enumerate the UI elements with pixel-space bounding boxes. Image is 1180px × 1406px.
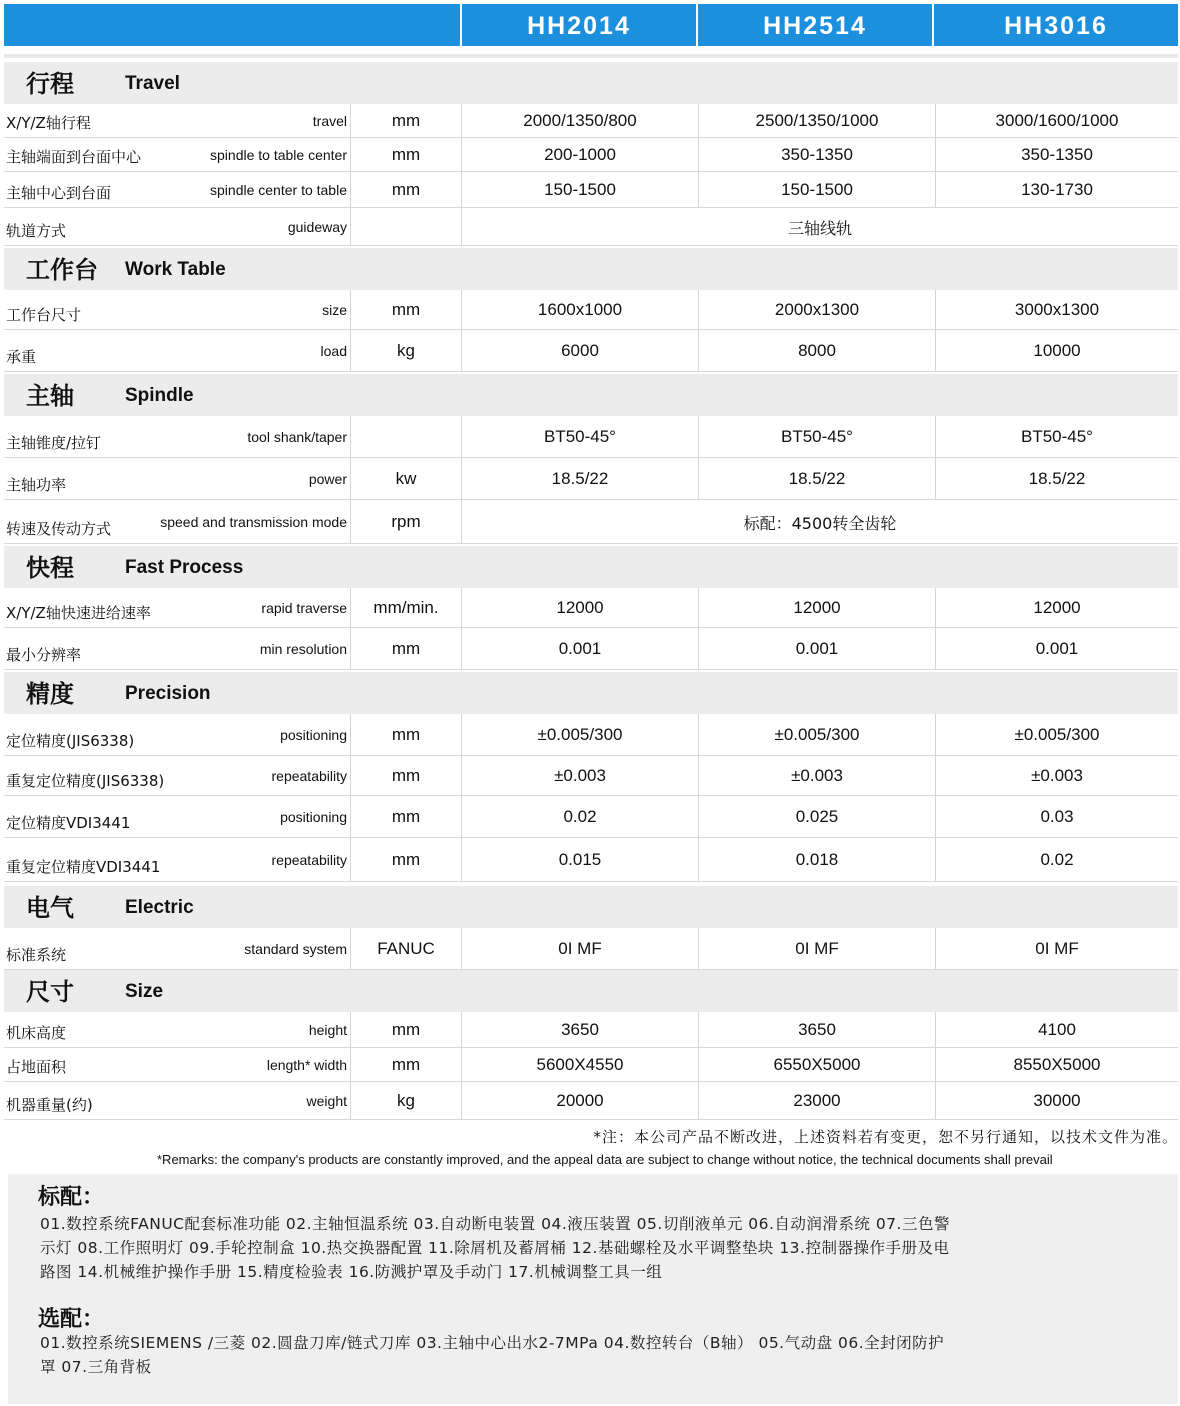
section-title-en: Electric [125, 897, 194, 918]
spec-value-merged: 三轴线轨 [787, 218, 852, 238]
spec-label-en: load [320, 343, 347, 359]
spec-label-cell [4, 838, 350, 882]
section-title-bar [4, 672, 1178, 714]
header-shadow [4, 54, 1178, 58]
spec-value-hh2014: 0I MF [558, 939, 602, 958]
spec-row [4, 928, 1178, 970]
spec-label-en: repeatability [271, 852, 347, 868]
spec-label-zh: 轨道方式 [6, 222, 67, 240]
spec-value-hh2514: ±0.005/300 [698, 714, 936, 756]
spec-label-zh: 主轴锥度/拉钉 [6, 434, 102, 452]
spec-value-hh3016: 4100 [1038, 1020, 1076, 1039]
spec-value-hh3016: 3000x1300 [1014, 300, 1100, 319]
spec-unit-cell: FANUC [350, 928, 462, 970]
section-title-en: Travel [125, 73, 180, 94]
spec-label-cell [4, 172, 350, 208]
section-title-en: Spindle [125, 385, 194, 406]
section-title-en: Work Table [125, 259, 226, 280]
spec-row [4, 138, 1178, 172]
spec-value-merged: 标配：4500转全齿轮 [743, 513, 897, 533]
spec-label-en: min resolution [259, 641, 347, 657]
section-title-zh: 快程 [26, 554, 74, 582]
spec-value-hh2514: BT50-45° [698, 416, 936, 458]
section-title-en: Size [125, 981, 164, 1002]
spec-unit-cell [350, 208, 462, 246]
spec-unit-cell: kg [350, 330, 462, 372]
section-title-zh: 行程 [26, 70, 74, 98]
spec-unit-cell: mm [350, 796, 462, 838]
spec-row [4, 838, 1178, 882]
spec-label-zh: 主轴功率 [6, 476, 67, 494]
spec-value-hh2014: 18.5/22 [551, 469, 609, 488]
spec-label-cell [4, 458, 350, 500]
section-title-zh: 工作台 [26, 256, 98, 284]
spec-label-en: rapid traverse [261, 600, 347, 616]
model-hh2514: HH2514 [763, 12, 867, 40]
spec-value-hh2014: 3650 [561, 1020, 599, 1039]
spec-value-hh3016: 10000 [1033, 341, 1081, 360]
spec-value-hh2014: 5600X4550 [536, 1055, 624, 1074]
spec-value-hh2514: 0.018 [698, 838, 936, 882]
section-title-bar [4, 248, 1178, 290]
spec-row [4, 796, 1178, 838]
spec-unit-cell: rpm [350, 500, 462, 544]
spec-row [4, 714, 1178, 756]
spec-value-hh2014: 2000/1350/800 [523, 111, 637, 130]
spec-label-cell [4, 104, 350, 138]
spec-value-hh2514: 3650 [698, 1012, 936, 1048]
model-hh2014: HH2014 [527, 12, 631, 40]
section-title-zh: 精度 [26, 680, 74, 708]
remark-zh: *注：本公司产品不断改进，上述资料若有变更，恕不另行通知，以技术文件为准。 [593, 1128, 1178, 1146]
spec-label-cell [4, 500, 350, 544]
spec-label-zh: X/Y/Z轴行程 [6, 114, 91, 132]
spec-value-hh3016: 0.02 [1040, 850, 1074, 869]
spec-unit-cell: mm [350, 104, 462, 138]
spec-value-hh3016: ±0.003 [1031, 766, 1083, 785]
spec-row [4, 756, 1178, 796]
spec-value-hh2514: 6550X5000 [698, 1048, 936, 1082]
optional-config-title: 选配： [38, 1307, 105, 1332]
spec-label-en: height [308, 1022, 347, 1038]
spec-value-hh3016: 130-1730 [1021, 180, 1093, 199]
configuration-panel [8, 1174, 1178, 1404]
spec-value-hh2014: 1600x1000 [537, 300, 623, 319]
spec-unit-cell: kg [350, 1082, 462, 1120]
spec-label-zh: 定位精度VDI3441 [6, 814, 131, 832]
spec-label-zh: 标准系统 [6, 946, 67, 964]
spec-unit-cell: mm [350, 838, 462, 882]
standard-config-line: 01.数控系统FANUC配套标准功能 02.主轴恒温系统 03.自动断电装置 04.液压装置 05.切削液单元 06.自动润滑系统 07.三色警 [40, 1215, 950, 1233]
spec-label-en: guideway [287, 219, 347, 235]
spec-label-cell [4, 588, 350, 628]
section-title-en: Fast Process [125, 557, 244, 578]
row-divider [4, 881, 1178, 882]
spec-unit-cell: mm [350, 138, 462, 172]
model-hh3016: HH3016 [1004, 12, 1108, 40]
spec-unit-cell: mm [350, 172, 462, 208]
spec-label-zh: 占地面积 [6, 1058, 67, 1076]
spec-unit-cell: mm [350, 1048, 462, 1082]
row-divider [4, 543, 1178, 544]
section-title-zh: 尺寸 [26, 978, 74, 1006]
spec-value-hh2014: 0.001 [558, 639, 602, 658]
spec-row [4, 1012, 1178, 1048]
row-divider [4, 245, 1178, 246]
spec-unit-cell: mm [350, 756, 462, 796]
spec-label-zh: 机床高度 [6, 1024, 67, 1042]
spec-value-hh3016: 0I MF [1035, 939, 1079, 958]
spec-label-en: tool shank/taper [247, 429, 347, 445]
spec-label-en: speed and transmission mode [160, 514, 347, 530]
spec-row [4, 1048, 1178, 1082]
spec-row [4, 172, 1178, 208]
spec-label-en: positioning [280, 727, 347, 743]
spec-value-hh3016: 18.5/22 [1028, 469, 1086, 488]
spec-value-hh2514: 350-1350 [698, 138, 936, 172]
spec-label-zh: 主轴端面到台面中心 [6, 148, 142, 166]
row-divider [4, 371, 1178, 372]
spec-value-hh3016: 350-1350 [1021, 145, 1093, 164]
section-title-en: Precision [125, 683, 211, 704]
section-title-bar [4, 970, 1178, 1012]
spec-value-hh2514: 8000 [698, 330, 936, 372]
section-title-bar [4, 886, 1178, 928]
spec-label-cell [4, 208, 350, 246]
spec-label-zh: 工作台尺寸 [6, 306, 82, 324]
spec-value-hh2014: 200-1000 [544, 145, 616, 164]
spec-label-zh: 最小分辨率 [6, 646, 82, 664]
spec-value-hh2514: 23000 [698, 1082, 936, 1120]
spec-row [4, 330, 1178, 372]
section-title-bar [4, 374, 1178, 416]
optional-config-line: 01.数控系统SIEMENS /三菱 02.圆盘刀库/链式刀库 03.主轴中心出水2-7MPa 04.数控转台（B轴） 05.气动盘 06.全封闭防护 [40, 1334, 945, 1352]
spec-value-hh3016: 8550X5000 [1013, 1055, 1101, 1074]
section-title-bar [4, 546, 1178, 588]
spec-value-hh3016: BT50-45° [1020, 427, 1093, 446]
spec-row [4, 1082, 1178, 1120]
spec-unit-cell: mm [350, 1012, 462, 1048]
row-divider [4, 1119, 1178, 1120]
spec-label-cell [4, 1048, 350, 1082]
spec-value-hh3016: 12000 [1033, 598, 1081, 617]
standard-config-line: 路图 14.机械维护操作手册 15.精度检验表 16.防溅护罩及手动门 17.机械调整工具一组 [40, 1263, 663, 1281]
spec-label-cell [4, 756, 350, 796]
spec-label-en: power [308, 471, 347, 487]
spec-label-cell [4, 416, 350, 458]
spec-label-cell [4, 714, 350, 756]
spec-value-hh2514: 0.025 [698, 796, 936, 838]
spec-label-cell [4, 330, 350, 372]
spec-label-en: travel [312, 113, 347, 129]
spec-value-hh2514: 2500/1350/1000 [698, 104, 936, 138]
spec-label-cell [4, 796, 350, 838]
row-divider [4, 969, 1178, 970]
spec-unit-cell: mm [350, 290, 462, 330]
spec-value-hh3016: 0.001 [1035, 639, 1079, 658]
spec-table-header [4, 4, 1178, 46]
spec-label-en: length* width [266, 1057, 347, 1073]
remark-en: *Remarks: the company's products are constantly improved, and the appeal data are subject to change without notice, the technical documents shall prevail [157, 1152, 1053, 1167]
spec-value-hh2014: 150-1500 [544, 180, 616, 199]
section-title-zh: 电气 [26, 894, 74, 922]
spec-label-zh: 机器重量(约) [6, 1096, 93, 1114]
spec-value-hh2514: 150-1500 [698, 172, 936, 208]
spec-row [4, 104, 1178, 138]
spec-unit-cell: mm [350, 714, 462, 756]
spec-value-hh2014: 0.02 [563, 807, 597, 826]
spec-label-cell [4, 290, 350, 330]
spec-label-cell [4, 138, 350, 172]
spec-label-cell [4, 1082, 350, 1120]
spec-label-zh: 重复定位精度VDI3441 [6, 858, 161, 876]
spec-value-hh2514: 0I MF [698, 928, 936, 970]
spec-row [4, 500, 1178, 544]
spec-unit-cell: mm/min. [350, 588, 462, 628]
spec-value-hh2514: 2000x1300 [698, 290, 936, 330]
spec-label-zh: 定位精度(JIS6338) [6, 732, 135, 750]
spec-label-en: weight [306, 1093, 347, 1109]
spec-value-hh2014: ±0.003 [554, 766, 606, 785]
spec-unit-cell: kw [350, 458, 462, 500]
spec-value-hh2014: ±0.005/300 [537, 725, 623, 744]
spec-row [4, 416, 1178, 458]
spec-label-zh: X/Y/Z轴快速进给速率 [6, 604, 151, 622]
spec-value-hh3016: ±0.005/300 [1014, 725, 1100, 744]
spec-row [4, 588, 1178, 628]
spec-value-hh2014: 6000 [561, 341, 599, 360]
spec-value-hh2014: 20000 [556, 1091, 604, 1110]
standard-config-line: 示灯 08.工作照明灯 09.手轮控制盒 10.热交换器配置 11.除屑机及蓄屑桶 12.基础螺栓及水平调整垫块 13.控制器操作手册及电 [40, 1239, 950, 1257]
spec-label-zh: 主轴中心到台面 [6, 184, 112, 202]
spec-value-hh2014: 12000 [556, 598, 604, 617]
spec-label-en: standard system [244, 941, 347, 957]
standard-config-title: 标配： [38, 1185, 105, 1210]
spec-label-cell [4, 628, 350, 670]
spec-value-hh2514: 0.001 [698, 628, 936, 670]
spec-row [4, 208, 1178, 246]
spec-row [4, 628, 1178, 670]
spec-value-hh3016: 0.03 [1040, 807, 1074, 826]
spec-unit-cell [350, 416, 462, 458]
spec-row [4, 290, 1178, 330]
spec-value-hh2514: ±0.003 [698, 756, 936, 796]
spec-unit-cell: mm [350, 628, 462, 670]
spec-label-en: size [322, 302, 347, 318]
optional-config-list [40, 1331, 1150, 1379]
spec-label-en: spindle center to table [210, 182, 347, 198]
spec-row [4, 458, 1178, 500]
spec-label-cell [4, 928, 350, 970]
spec-label-en: repeatability [271, 768, 347, 784]
spec-label-zh: 承重 [6, 348, 37, 366]
spec-label-zh: 重复定位精度(JIS6338) [6, 772, 165, 790]
optional-config-line: 罩 07.三角背板 [40, 1358, 152, 1376]
spec-value-hh2514: 18.5/22 [698, 458, 936, 500]
row-divider [4, 669, 1178, 670]
spec-label-cell [4, 1012, 350, 1048]
spec-value-hh3016: 3000/1600/1000 [995, 111, 1119, 130]
spec-label-en: spindle to table center [210, 147, 347, 163]
section-title-bar [4, 62, 1178, 104]
spec-value-hh2514: 12000 [698, 588, 936, 628]
spec-label-zh: 转速及传动方式 [6, 520, 112, 538]
spec-value-hh2014: 0.015 [558, 850, 602, 869]
spec-value-hh2014: BT50-45° [543, 427, 616, 446]
spec-label-en: positioning [280, 809, 347, 825]
spec-value-hh3016: 30000 [1033, 1091, 1081, 1110]
standard-config-list [40, 1212, 1150, 1284]
section-title-zh: 主轴 [26, 382, 74, 410]
